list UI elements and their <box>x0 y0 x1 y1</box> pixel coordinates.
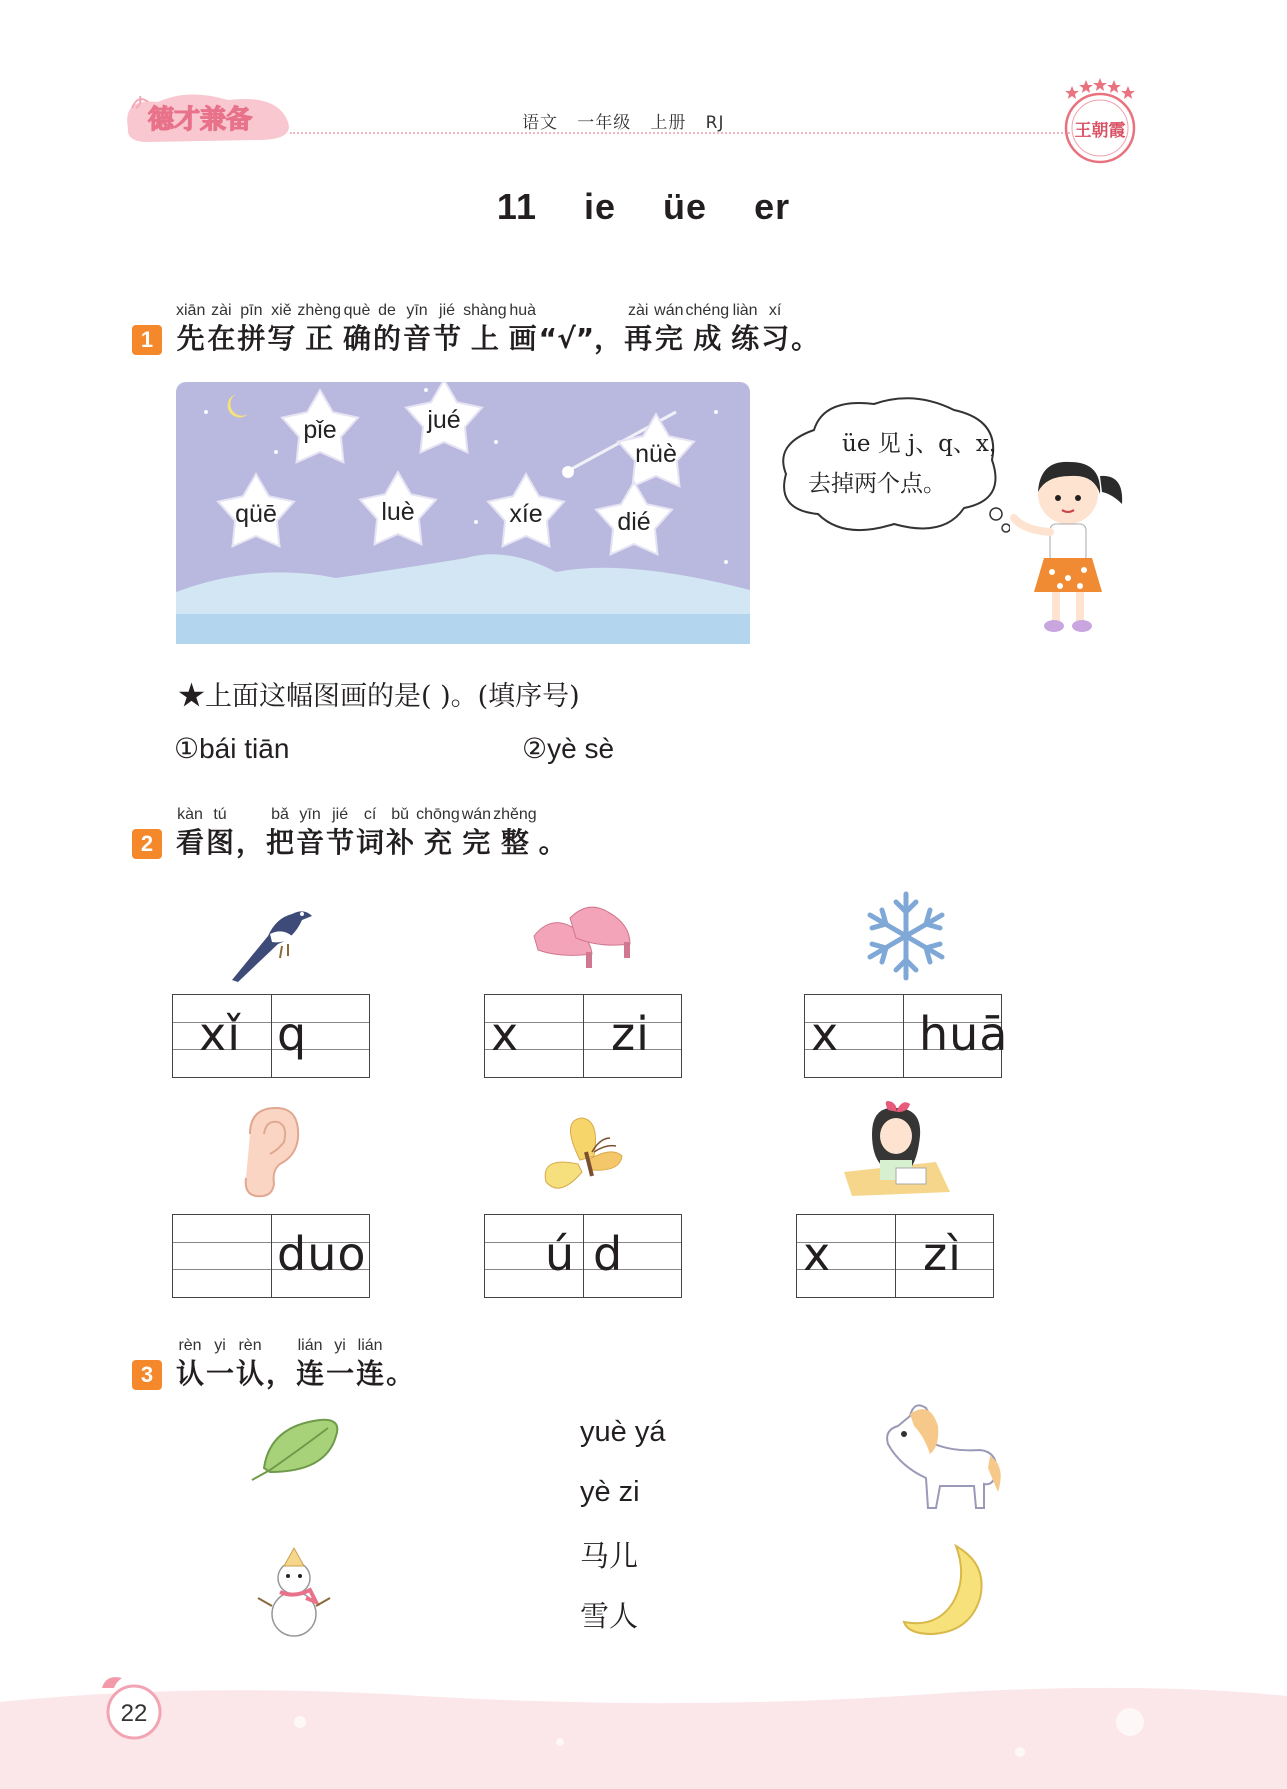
instruction-3-pinyin: rèn <box>238 1337 262 1354</box>
instruction-2-hanzi: 看 <box>176 826 205 859</box>
instruction-3-char <box>176 1335 204 1391</box>
instruction-1-hanzi: 拼 <box>237 322 266 355</box>
star-syllable: xíe <box>509 500 543 528</box>
section-number-3: 3 <box>132 1360 162 1390</box>
instruction-3-char <box>356 1335 384 1391</box>
instruction-3-char <box>386 1335 414 1391</box>
star-syllable: dié <box>617 508 651 536</box>
pinyin-grid-1[interactable] <box>172 994 370 1078</box>
instruction-1-pinyin: pīn <box>240 302 263 319</box>
instruction-2-pinyin: jié <box>332 806 349 823</box>
instruction-2-char <box>326 804 354 860</box>
title-part-ue: üe <box>663 186 708 227</box>
magpie-icon <box>222 888 322 984</box>
instruction-1-pinyin: huà <box>509 302 537 319</box>
leaf-icon <box>250 1416 342 1482</box>
instruction-3-hanzi: 认 <box>176 1357 205 1390</box>
instruction-2-pinyin: wán <box>461 806 492 823</box>
lesson-title <box>0 186 1287 228</box>
crescent-moon-icon <box>902 1542 986 1638</box>
grid-6-right: zì <box>923 1227 962 1281</box>
instruction-1-pinyin: què <box>343 302 371 319</box>
instruction-1-hanzi: 的 <box>373 322 402 355</box>
instruction-3-pinyin: yi <box>334 1337 346 1354</box>
pinyin-grid-6[interactable] <box>796 1214 994 1298</box>
instruction-2-pinyin: yīn <box>299 806 321 823</box>
instruction-2-char <box>416 804 460 860</box>
instruction-2-pinyin: chōng <box>416 806 460 823</box>
instruction-1-hanzi: 。 <box>791 322 820 355</box>
star-syllable: qüē <box>235 500 277 528</box>
instruction-1-hanzi: 上 <box>470 322 499 355</box>
instruction-1-pinyin: de <box>378 302 396 319</box>
instruction-1-pinyin: xí <box>768 302 782 319</box>
instruction-2-char <box>236 804 264 860</box>
word-leaf[interactable]: yè zi <box>580 1476 640 1508</box>
instruction-2-hanzi: ， <box>236 826 265 859</box>
instruction-3-char <box>206 1335 234 1391</box>
instruction-2-char <box>296 804 324 860</box>
instruction-1-pinyin: zài <box>211 302 232 319</box>
footer-decoration <box>0 1682 1287 1789</box>
speech-line-2: 去掉两个点。 <box>808 471 946 497</box>
grid-3-right: huā <box>919 1007 1009 1061</box>
instruction-1-pinyin: jié <box>439 302 456 319</box>
instruction-1-char <box>539 300 622 356</box>
ear-icon <box>236 1104 304 1200</box>
instruction-1-pinyin: zhèng <box>297 302 341 319</box>
instruction-1-hanzi: 先 <box>176 322 205 355</box>
lesson-number: 11 <box>496 186 537 227</box>
grid-2-left: x <box>491 1007 520 1061</box>
instruction-2-char <box>356 804 384 860</box>
instruction-1-hanzi: 成 <box>693 322 722 355</box>
instruction-1-pinyin: yīn <box>406 302 428 319</box>
instruction-2-hanzi: 。 <box>538 826 567 859</box>
instruction-1-hanzi: 音 <box>403 322 432 355</box>
instruction-1-char <box>624 300 652 356</box>
instruction-1-char <box>403 300 431 356</box>
instruction-2-hanzi: 音 <box>296 826 325 859</box>
section2-instruction <box>176 804 569 860</box>
instruction-2-pinyin: bǎ <box>271 806 289 823</box>
instruction-1-char <box>761 300 789 356</box>
instruction-2-char <box>539 804 567 860</box>
title-part-ie: ie <box>583 186 617 227</box>
instruction-3-char <box>296 1335 324 1391</box>
snowflake-icon <box>858 888 954 984</box>
grid-5-left: ú <box>545 1227 576 1281</box>
instruction-1-char <box>509 300 537 356</box>
instruction-3-hanzi: 认 <box>236 1357 265 1390</box>
grid-6-left: x <box>803 1227 832 1281</box>
instruction-1-char <box>176 300 205 356</box>
pinyin-grid-4[interactable] <box>172 1214 370 1298</box>
instruction-1-hanzi: 确 <box>343 322 372 355</box>
grid-5-right: d <box>593 1227 624 1281</box>
grid-1-right: q <box>277 1007 308 1061</box>
instruction-3-hanzi: ， <box>266 1357 295 1390</box>
speech-line-1: üe 见 j、q、x， <box>842 431 1012 457</box>
instruction-1-hanzi: 写 <box>267 322 296 355</box>
grid-4-right: duo <box>277 1227 367 1281</box>
instruction-1-hanzi: 练 <box>731 322 760 355</box>
instruction-3-pinyin: rèn <box>178 1337 202 1354</box>
instruction-1-hanzi: 习 <box>761 322 790 355</box>
subject-line: 语文 一年级 上册 RJ <box>522 113 725 133</box>
instruction-1-hanzi: “√”， <box>538 322 623 355</box>
instruction-2-char <box>386 804 414 860</box>
section-number-2: 2 <box>132 829 162 859</box>
section3-instruction <box>176 1335 416 1391</box>
page-number-badge <box>96 1674 162 1740</box>
star-syllable: pǐe <box>303 416 337 444</box>
instruction-1-char <box>297 300 341 356</box>
instruction-2-pinyin: kàn <box>177 806 203 823</box>
instruction-3-hanzi: 一 <box>326 1357 355 1390</box>
instruction-3-char <box>266 1335 294 1391</box>
instruction-1-pinyin: liàn <box>732 302 758 319</box>
grid-1-left: xǐ <box>199 1007 242 1061</box>
instruction-1-pinyin: xiān <box>176 302 206 319</box>
instruction-1-hanzi: 画 <box>508 322 537 355</box>
word-moon[interactable]: yuè yá <box>580 1416 666 1448</box>
instruction-2-hanzi: 节 <box>326 826 355 859</box>
instruction-1-pinyin: chéng <box>685 302 730 319</box>
instruction-2-char <box>462 804 491 860</box>
instruction-2-hanzi: 图 <box>206 826 235 859</box>
instruction-2-hanzi: 词 <box>356 826 385 859</box>
word-snowman[interactable]: 雪人 <box>580 1599 639 1633</box>
grid-2-right: zi <box>611 1007 650 1061</box>
instruction-1-char <box>343 300 371 356</box>
snowman-icon <box>254 1544 334 1640</box>
star-syllable: nüè <box>635 440 677 468</box>
seal-text: 王朝霞 <box>1074 121 1126 141</box>
butterfly-icon <box>530 1116 634 1200</box>
instruction-1-char <box>433 300 461 356</box>
pinyin-grid-2[interactable] <box>484 994 682 1078</box>
instruction-1-hanzi: 完 <box>654 322 683 355</box>
option-2: ②yè sè <box>522 733 615 764</box>
instruction-2-hanzi: 完 <box>462 826 491 859</box>
instruction-1-pinyin: xiě <box>271 302 292 319</box>
instruction-3-char <box>326 1335 354 1391</box>
instruction-1-char <box>463 300 507 356</box>
instruction-1-char <box>237 300 265 356</box>
instruction-2-pinyin: zhěng <box>493 806 537 823</box>
instruction-1-pinyin: shàng <box>463 302 507 319</box>
writing-girl-icon <box>842 1096 952 1198</box>
instruction-1-hanzi: 再 <box>624 322 653 355</box>
instruction-3-pinyin: lián <box>297 1337 323 1354</box>
instruction-2-pinyin: bǔ <box>391 806 410 823</box>
instruction-1-char <box>207 300 235 356</box>
instruction-1-char <box>686 300 730 356</box>
shoes-icon <box>530 896 636 972</box>
instruction-3-pinyin: yi <box>214 1337 226 1354</box>
instruction-2-char <box>176 804 204 860</box>
instruction-1-pinyin: wán <box>654 302 684 319</box>
instruction-1-hanzi: 正 <box>305 322 334 355</box>
instruction-3-char <box>236 1335 264 1391</box>
instruction-3-pinyin: lián <box>357 1337 383 1354</box>
grid-3-left: x <box>811 1007 840 1061</box>
instruction-2-char <box>493 804 537 860</box>
instruction-1-char <box>373 300 401 356</box>
girl-illustration <box>1004 454 1134 638</box>
word-horse[interactable]: 马儿 <box>580 1539 639 1573</box>
instruction-1-pinyin: zài <box>627 302 649 319</box>
section-number-1: 1 <box>132 325 162 355</box>
instruction-1-hanzi: 在 <box>207 322 236 355</box>
section1-instruction <box>176 300 821 356</box>
page-number: 22 <box>120 1700 148 1727</box>
instruction-3-hanzi: 连 <box>356 1357 385 1390</box>
night-sky-scene <box>176 382 750 644</box>
instruction-2-hanzi: 充 <box>423 826 452 859</box>
speech-text <box>808 424 1012 504</box>
pinyin-grid-3[interactable] <box>804 994 1009 1078</box>
option-1: ①bái tiān <box>174 733 290 764</box>
pinyin-grid-5[interactable] <box>484 1214 682 1298</box>
instruction-1-hanzi: 节 <box>433 322 462 355</box>
instruction-1-char <box>791 300 819 356</box>
instruction-3-hanzi: 。 <box>386 1357 415 1390</box>
star-syllable: luè <box>381 498 415 526</box>
brand-text: 德才兼备 <box>148 105 253 135</box>
instruction-2-pinyin: cí <box>363 806 377 823</box>
brand-logo <box>118 88 296 144</box>
horse-icon <box>880 1396 1006 1514</box>
question-scene: ★上面这幅图画的是( )。(填序号) <box>178 681 580 712</box>
instruction-3-hanzi: 一 <box>206 1357 235 1390</box>
instruction-2-char <box>206 804 234 860</box>
instruction-1-char <box>654 300 683 356</box>
instruction-2-hanzi: 把 <box>266 826 295 859</box>
instruction-2-hanzi: 整 <box>500 826 529 859</box>
teacher-seal <box>1058 76 1142 166</box>
title-part-er: er <box>754 186 791 227</box>
instruction-1-char <box>267 300 295 356</box>
instruction-1-char <box>731 300 759 356</box>
instruction-2-hanzi: 补 <box>386 826 415 859</box>
star-syllable: jué <box>427 406 461 434</box>
instruction-2-char <box>266 804 294 860</box>
instruction-2-pinyin: tú <box>213 806 227 823</box>
instruction-3-hanzi: 连 <box>296 1357 325 1390</box>
meteor-icon <box>562 466 574 478</box>
